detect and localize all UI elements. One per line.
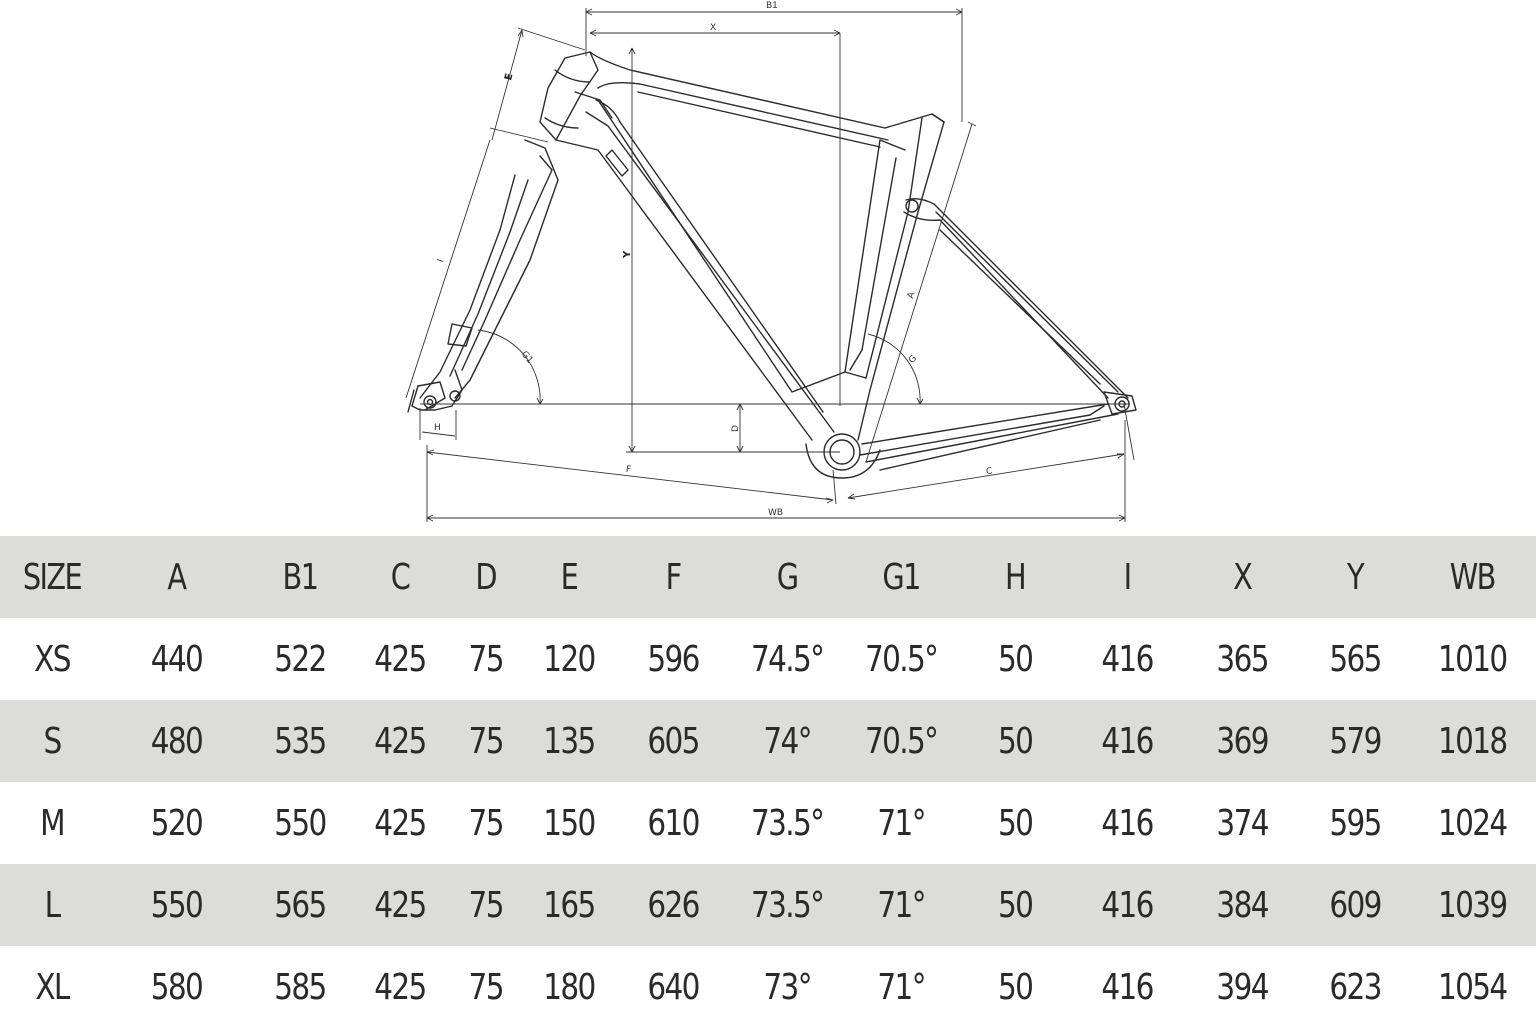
cell-f: 596	[647, 638, 699, 680]
cell-e: 180	[543, 966, 595, 1008]
bike-frame	[408, 52, 1136, 478]
chain-stays	[860, 404, 1118, 470]
cell-b1: 565	[274, 884, 326, 926]
table-row-s	[0, 700, 1536, 782]
label-wb: WB	[768, 508, 784, 518]
cell-g: 73.5°	[751, 802, 824, 844]
cell-x: 369	[1216, 720, 1268, 762]
cell-h: 50	[997, 638, 1032, 680]
rear-dropout	[1104, 392, 1136, 414]
cell-e: 150	[543, 802, 595, 844]
table-row-xs	[0, 618, 1536, 700]
cell-f: 610	[647, 802, 699, 844]
cell-a: 580	[150, 966, 203, 1008]
header-i: I	[1123, 556, 1131, 598]
header-a: A	[167, 556, 186, 598]
header-g1: G1	[882, 556, 921, 598]
bottom-bracket	[806, 434, 880, 478]
table-header-row	[0, 536, 1536, 618]
label-h: H	[434, 423, 441, 433]
header-size: SIZE	[22, 556, 82, 598]
table-row-l	[0, 864, 1536, 946]
header-g: G	[776, 556, 798, 598]
cell-c: 425	[374, 802, 426, 844]
label-i: I	[436, 258, 447, 264]
cell-c: 425	[374, 884, 426, 926]
geometry-table	[0, 536, 1536, 1028]
cell-d: 75	[468, 884, 503, 926]
header-c: C	[390, 556, 410, 598]
cell-d: 75	[468, 802, 503, 844]
label-g: G	[907, 353, 920, 366]
cell-x: 394	[1216, 966, 1268, 1008]
cell-e: 165	[543, 884, 595, 926]
cell-y: 609	[1329, 884, 1382, 926]
cell-g: 74°	[763, 720, 812, 762]
cell-h: 50	[997, 884, 1032, 926]
cell-wb: 1054	[1438, 966, 1508, 1008]
cell-a: 480	[150, 720, 203, 762]
header-wb: WB	[1450, 556, 1496, 598]
cell-g1: 70.5°	[865, 638, 938, 680]
header-b1: B1	[282, 556, 318, 598]
cell-a: 550	[150, 884, 203, 926]
cell-wb: 1010	[1438, 638, 1508, 680]
label-g1: G1	[518, 349, 535, 366]
cell-c: 425	[374, 638, 426, 680]
cell-size: S	[43, 720, 61, 762]
label-f: F	[625, 464, 632, 476]
header-y: Y	[1347, 556, 1364, 598]
head-tube	[540, 52, 612, 140]
fork	[408, 140, 558, 412]
cell-b1: 522	[274, 638, 326, 680]
cell-wb: 1018	[1438, 720, 1508, 762]
cell-h: 50	[997, 802, 1032, 844]
cell-b1: 550	[274, 802, 326, 844]
cell-y: 565	[1329, 638, 1382, 680]
cell-i: 416	[1101, 966, 1153, 1008]
cell-x: 384	[1216, 884, 1268, 926]
cell-g1: 70.5°	[865, 720, 938, 762]
cell-e: 120	[543, 638, 595, 680]
label-y: Y	[622, 250, 633, 258]
cell-a: 520	[150, 802, 203, 844]
label-e: E	[503, 72, 516, 82]
cell-size: M	[40, 802, 64, 844]
cell-wb: 1039	[1438, 884, 1508, 926]
cell-d: 75	[468, 720, 503, 762]
seat-stays	[904, 199, 1128, 398]
cell-g1: 71°	[877, 966, 926, 1008]
cell-c: 425	[374, 720, 426, 762]
table-row-xl	[0, 946, 1536, 1028]
cell-x: 374	[1216, 802, 1268, 844]
cell-d: 75	[468, 966, 503, 1008]
label-d: D	[731, 425, 741, 432]
label-x: X	[710, 23, 717, 33]
cell-g1: 71°	[877, 802, 926, 844]
cell-i: 416	[1101, 802, 1153, 844]
cell-i: 416	[1101, 720, 1153, 762]
down-tube	[556, 100, 845, 440]
cell-wb: 1024	[1438, 802, 1508, 844]
label-c: C	[985, 466, 994, 478]
header-d: D	[475, 556, 496, 598]
header-x: X	[1233, 556, 1252, 598]
cell-a: 440	[150, 638, 203, 680]
cell-y: 623	[1329, 966, 1382, 1008]
header-e: E	[560, 556, 578, 598]
cell-g: 74.5°	[751, 638, 824, 680]
cell-size: XL	[35, 966, 69, 1008]
cell-y: 595	[1329, 802, 1382, 844]
header-h: H	[1004, 556, 1025, 598]
cell-y: 579	[1329, 720, 1382, 762]
cell-d: 75	[468, 638, 503, 680]
label-a: A	[905, 291, 918, 300]
dimension-lines	[406, 8, 1134, 522]
top-tube	[590, 52, 944, 147]
cell-g: 73.5°	[751, 884, 824, 926]
cell-i: 416	[1101, 884, 1153, 926]
cell-f: 640	[647, 966, 699, 1008]
cell-e: 135	[543, 720, 595, 762]
dimension-labels	[434, 1, 993, 518]
cell-h: 50	[997, 966, 1032, 1008]
cell-b1: 535	[274, 720, 326, 762]
cell-g1: 71°	[877, 884, 926, 926]
cell-i: 416	[1101, 638, 1153, 680]
cell-f: 626	[647, 884, 699, 926]
cell-c: 425	[374, 966, 426, 1008]
cell-b1: 585	[274, 966, 326, 1008]
seat-tube	[845, 114, 944, 440]
label-b1: B1	[766, 1, 778, 11]
cell-g: 73°	[763, 966, 812, 1008]
cell-x: 365	[1216, 638, 1268, 680]
header-f: F	[665, 556, 681, 598]
table-row-m	[0, 782, 1536, 864]
cell-size: L	[44, 884, 60, 926]
cell-f: 605	[647, 720, 699, 762]
cell-h: 50	[997, 720, 1032, 762]
cell-size: XS	[34, 638, 70, 680]
